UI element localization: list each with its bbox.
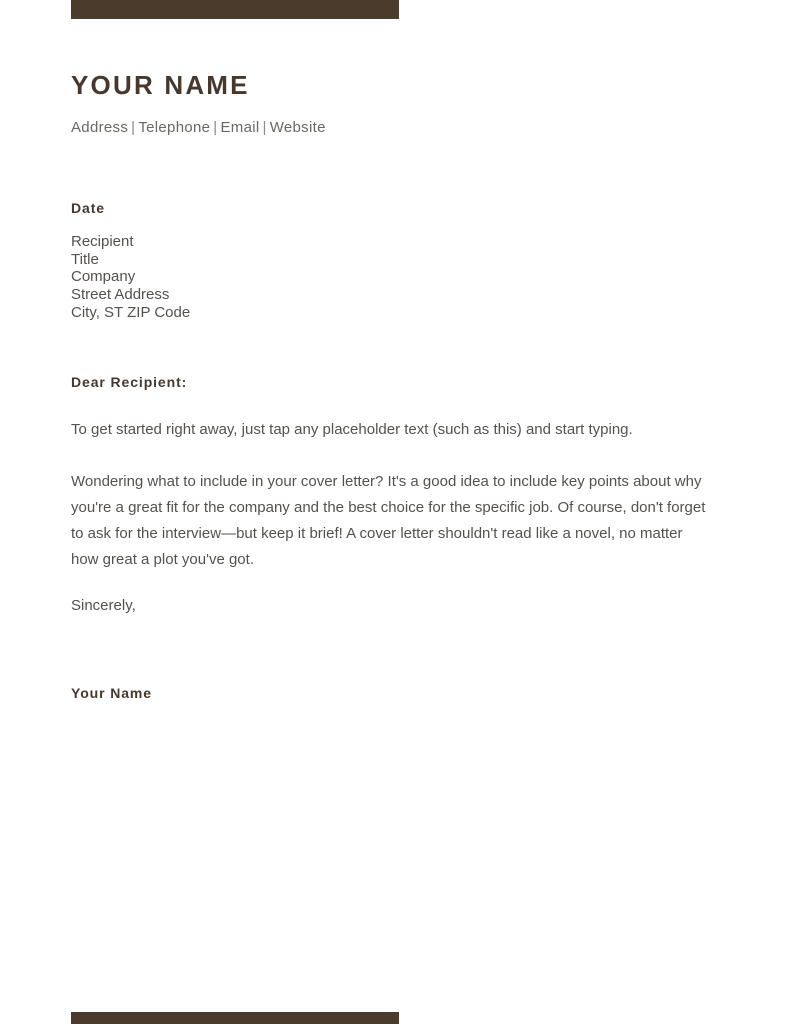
- page-title[interactable]: YOUR NAME: [71, 70, 250, 100]
- date-field[interactable]: Date: [71, 200, 105, 217]
- closing-line[interactable]: Sincerely,: [71, 597, 136, 615]
- recipient-line-title[interactable]: Title: [71, 250, 99, 268]
- recipient-line-street[interactable]: Street Address: [71, 285, 170, 303]
- contact-item-website[interactable]: Website: [269, 119, 326, 137]
- salutation[interactable]: Dear Recipient:: [71, 374, 188, 391]
- signature-name[interactable]: Your Name: [71, 685, 152, 702]
- recipient-line-name[interactable]: Recipient: [71, 233, 134, 251]
- recipient-line-city-state-zip[interactable]: City, ST ZIP Code: [71, 303, 191, 321]
- body-paragraph-1[interactable]: To get started right away, just tap any placeholder text (such as this) and start typing.: [71, 421, 633, 439]
- bottom-accent-bar: [71, 1012, 399, 1024]
- contact-separator: |: [262, 119, 267, 137]
- contact-separator: |: [131, 119, 136, 137]
- recipient-line-company[interactable]: Company: [71, 268, 136, 286]
- contact-separator: |: [213, 119, 218, 137]
- contact-item-email[interactable]: Email: [220, 119, 260, 137]
- contact-line[interactable]: [71, 101, 719, 138]
- recipient-address-block[interactable]: [71, 216, 719, 321]
- body-paragraph-2[interactable]: Wondering what to include in your cover letter? It's a good idea to include key points about why you're a great fit for the company and the best choice for the specific job. Of course, don't forget to ask for the interview—but keep it brief! A cover letter shouldn't read like a novel, no matter how great a plot you've got.: [71, 473, 706, 569]
- contact-item-address[interactable]: Address: [71, 119, 129, 137]
- contact-item-telephone[interactable]: Telephone: [138, 119, 211, 137]
- letter-content: [71, 0, 719, 701]
